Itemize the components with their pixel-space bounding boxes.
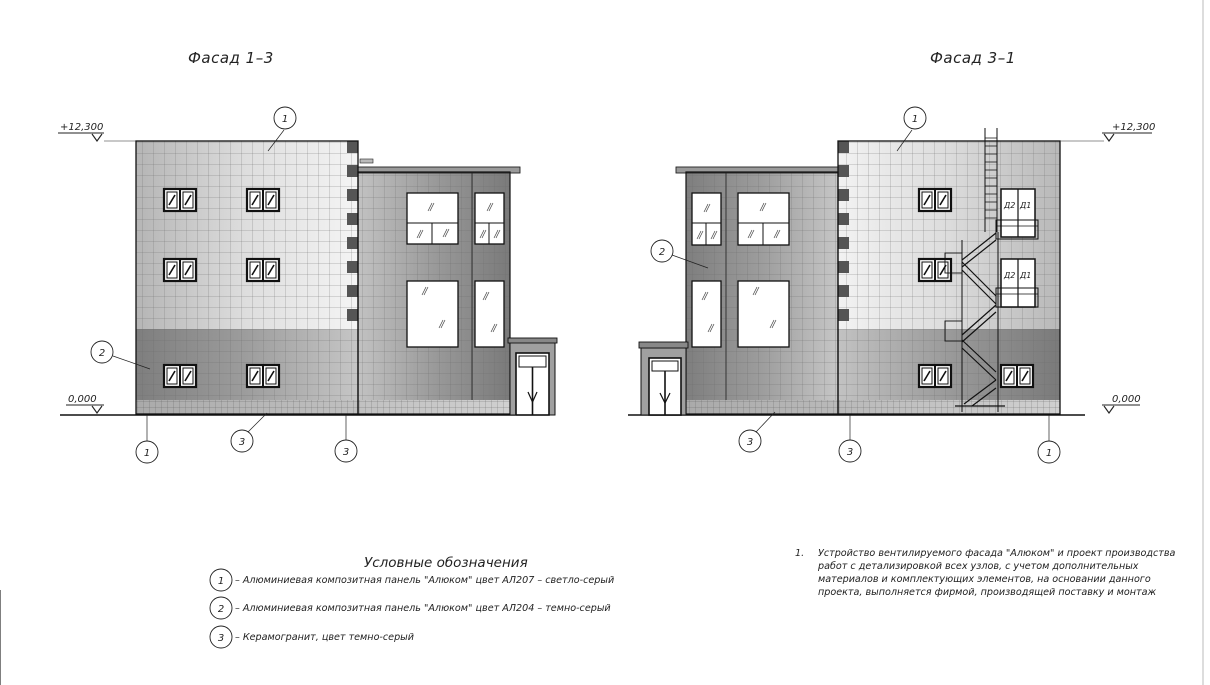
window — [919, 259, 951, 281]
legend-item — [210, 626, 414, 648]
svg-text:2: 2 — [658, 247, 666, 258]
axis-1 — [1038, 415, 1060, 463]
callout-3 — [231, 413, 267, 452]
balcony-door-upper — [996, 189, 1038, 239]
facade-3-1-title: Фасад 3–1 — [930, 49, 1016, 67]
big-window — [407, 193, 458, 244]
svg-text:1: 1 — [281, 114, 289, 125]
svg-text:+12,300: +12,300 — [1112, 122, 1156, 133]
svg-text:Д2: Д2 — [1004, 271, 1016, 280]
window — [919, 365, 951, 387]
svg-text:3: 3 — [846, 447, 854, 458]
svg-text:1: 1 — [1045, 448, 1053, 459]
level-mark-top — [1060, 122, 1155, 141]
note-line: работ с детализировкой всех узлов, с учетом дополнительных — [818, 561, 1139, 572]
svg-text:2: 2 — [217, 604, 225, 615]
window — [1001, 365, 1033, 387]
level-mark-top — [58, 122, 136, 141]
svg-text:0,000: 0,000 — [68, 394, 97, 405]
legend-title: Условные обозначения — [364, 555, 528, 571]
entrance-porch — [639, 342, 688, 415]
callout-3 — [739, 412, 775, 452]
axis-1 — [136, 415, 158, 463]
notes — [795, 548, 1176, 598]
big-window — [692, 281, 721, 347]
note-line: материалов и комплектующих элементов, на основании данного — [818, 574, 1151, 585]
svg-text:1: 1 — [911, 114, 919, 125]
window — [247, 365, 279, 387]
note-number: 1. — [795, 548, 805, 559]
note-line: Устройство вентилируемого фасада "Алюком" и проект производства — [818, 548, 1176, 559]
facade-1-3 — [58, 49, 557, 463]
level-mark-zero — [66, 394, 104, 413]
svg-text:2: 2 — [98, 348, 106, 359]
window — [919, 189, 951, 211]
axis-3 — [839, 415, 861, 462]
svg-text:0,000: 0,000 — [1112, 394, 1141, 405]
big-window — [407, 281, 458, 347]
big-window — [738, 281, 789, 347]
balcony-door-lower — [996, 259, 1038, 307]
svg-text:Д1: Д1 — [1020, 201, 1032, 210]
svg-text:– Алюминиевая композитная пане: – Алюминиевая композитная панель "Алюком" цвет АЛ207 – светло-серый — [235, 575, 615, 586]
legend-item — [210, 569, 614, 591]
svg-text:– Алюминиевая композитная пане: – Алюминиевая композитная панель "Алюком" цвет АЛ204 – темно-серый — [235, 603, 611, 614]
svg-text:3: 3 — [238, 437, 246, 448]
big-window — [475, 281, 504, 347]
axis-3 — [335, 415, 357, 462]
legend-item — [210, 597, 611, 619]
svg-text:Д2: Д2 — [1004, 201, 1016, 210]
entrance-porch — [508, 338, 557, 415]
svg-text:3: 3 — [342, 447, 350, 458]
note-line: проекта, выполняется фирмой, производящей поставку и монтаж — [818, 587, 1157, 598]
window — [247, 259, 279, 281]
svg-text:Д1: Д1 — [1020, 271, 1032, 280]
window — [164, 189, 196, 211]
svg-text:3: 3 — [746, 437, 754, 448]
legend — [210, 555, 614, 648]
svg-text:– Керамогранит, цвет темно-сер: – Керамогранит, цвет темно-серый — [235, 632, 414, 643]
svg-text:+12,300: +12,300 — [60, 122, 104, 133]
window — [164, 365, 196, 387]
window — [247, 189, 279, 211]
facade-1-3-title: Фасад 1–3 — [188, 49, 274, 67]
level-mark-zero — [1102, 394, 1141, 413]
svg-text:3: 3 — [217, 633, 225, 644]
facade-3-1 — [628, 49, 1155, 463]
svg-text:1: 1 — [143, 448, 151, 459]
svg-text:1: 1 — [217, 576, 225, 587]
window — [164, 259, 196, 281]
big-window — [692, 193, 721, 245]
big-window — [738, 193, 789, 245]
big-window — [475, 193, 504, 244]
